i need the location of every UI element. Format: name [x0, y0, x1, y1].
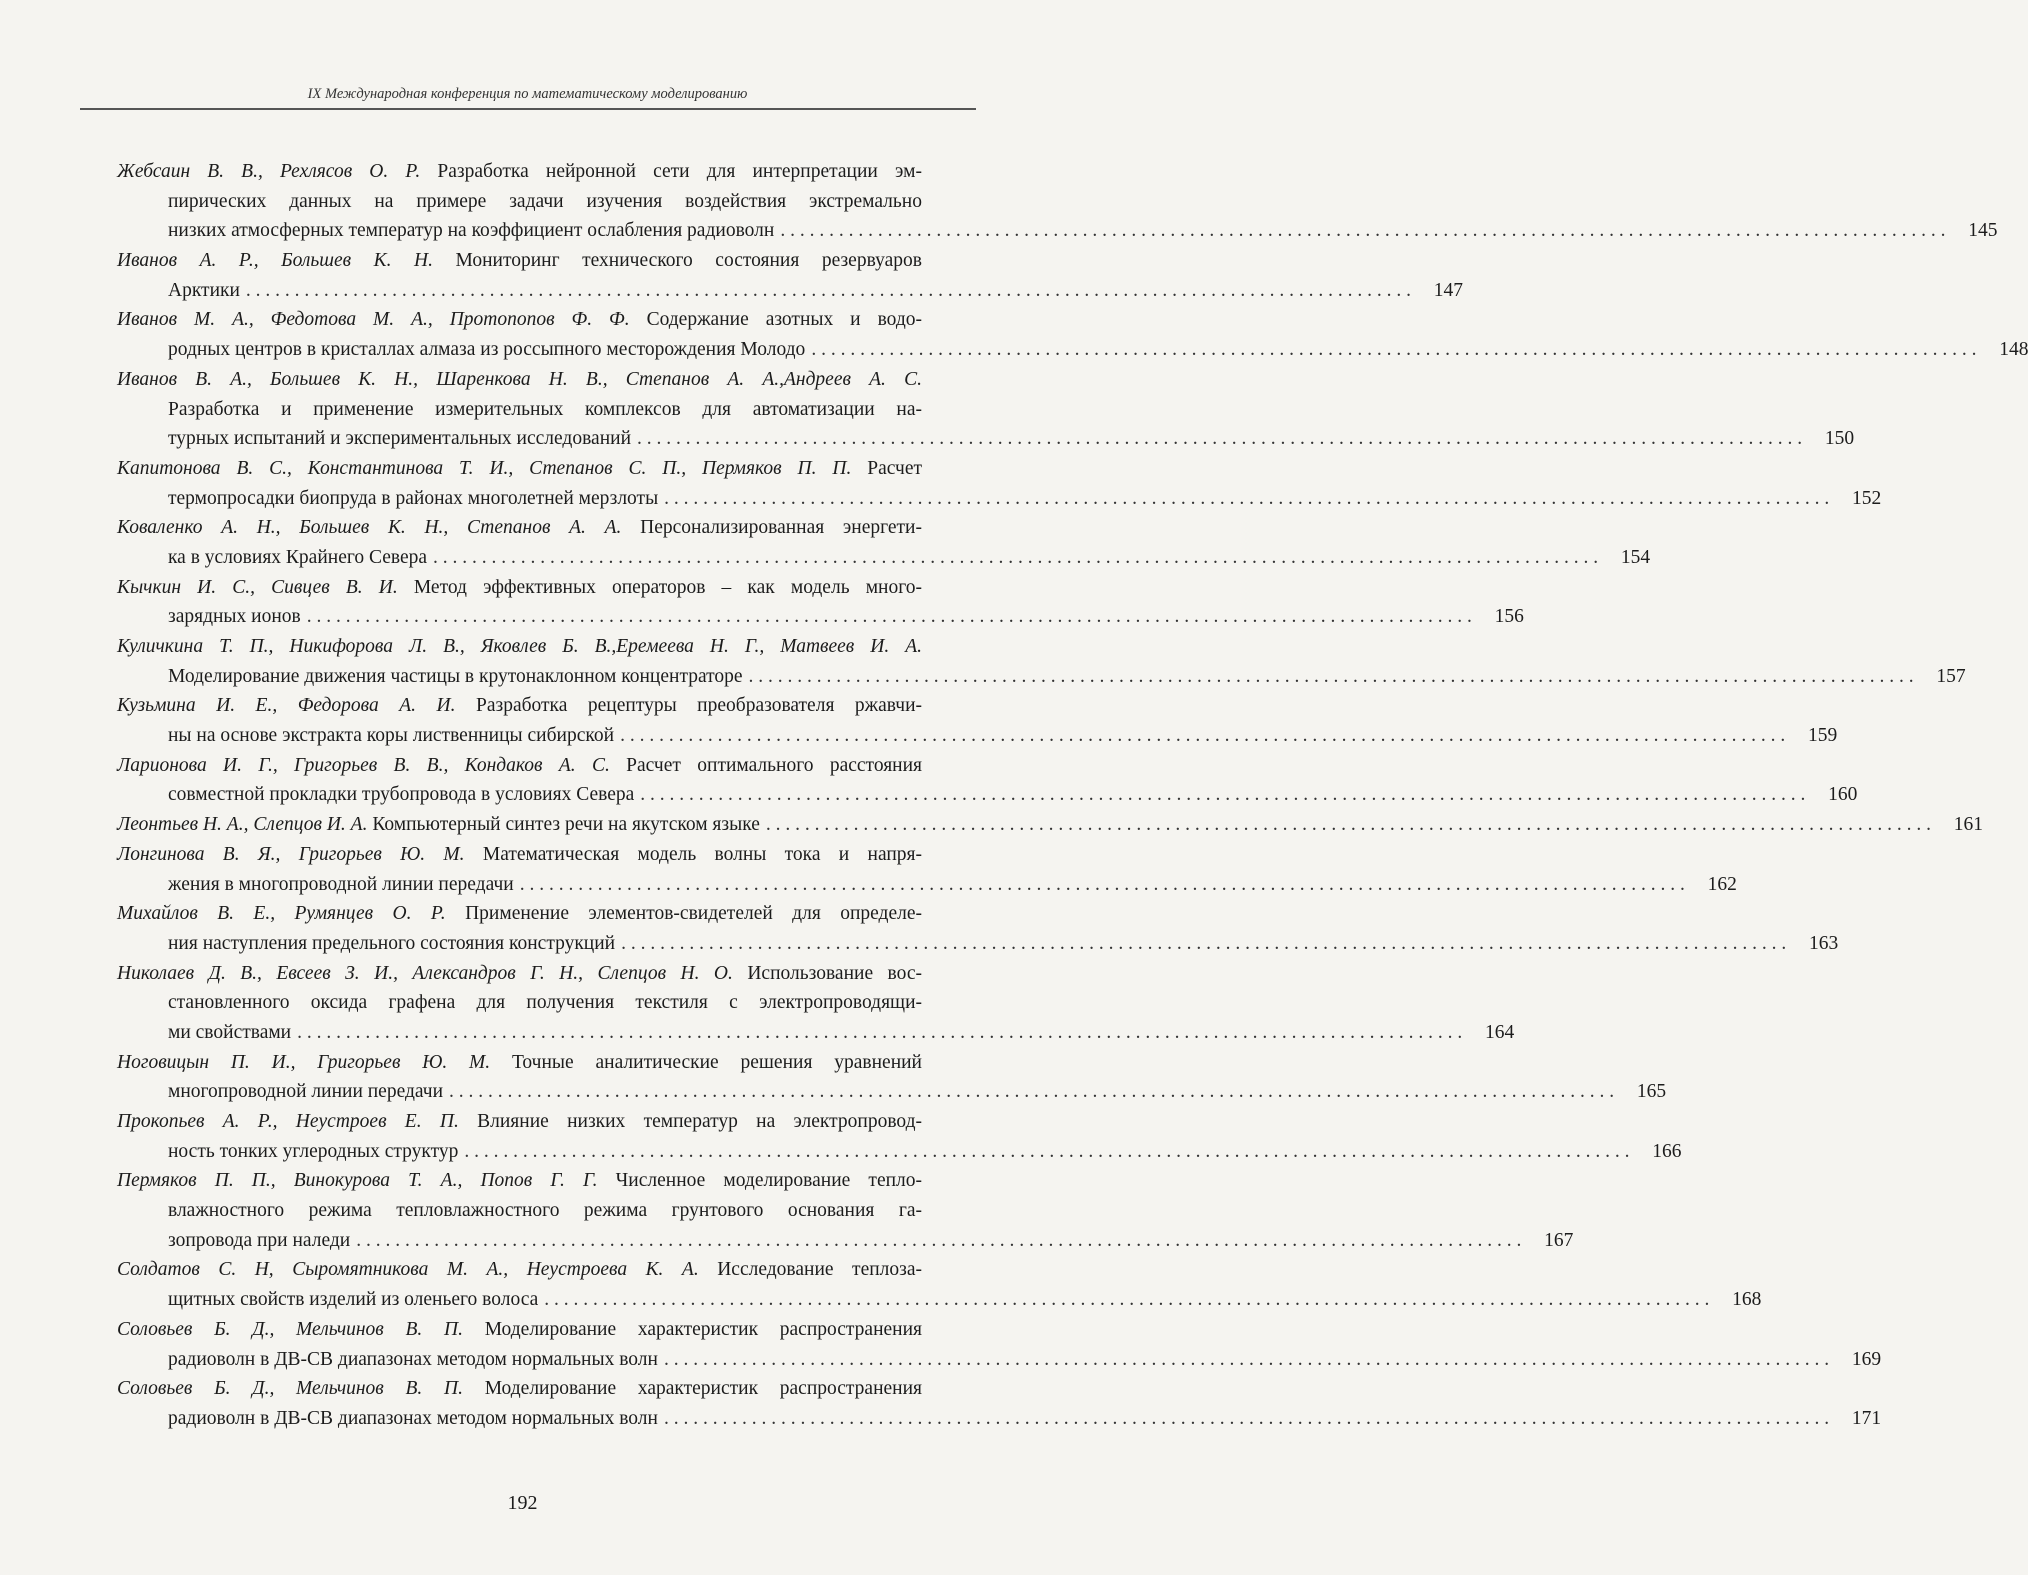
- toc-entry-line: [117, 424, 1855, 454]
- toc-entry-authors: Иванов В. А., Большев К. Н., Шаренкова Н. В., Степанов А. А.,Андреев А. С.: [117, 368, 922, 390]
- toc-entry: [117, 305, 2028, 364]
- toc-entry-title: жения в многопроводной линии передачи: [168, 873, 514, 895]
- toc-entry-line: [117, 305, 922, 335]
- toc-entry-line: [117, 335, 2028, 365]
- toc-entry-text: [117, 903, 922, 924]
- toc-entry-text: [117, 636, 922, 657]
- toc-entry-text: [168, 1226, 350, 1256]
- dot-leader: . . . . . . . . . . . . . . . . . . . . . . . . . . . . . . . . . . . . . . . . . . . . . . . . . . . . . . . . . . . . . . . . . . . . . . . . . . . . . . . . . . . . . . . . . . . . . . . . . . . . . . . . . . . . . . . . . . . . . . . .: [544, 1289, 1710, 1311]
- toc-entry: [117, 454, 1882, 513]
- toc-entry: [117, 1255, 1762, 1314]
- toc-entry-page[interactable]: 154: [1620, 546, 1651, 568]
- dot-leader: . . . . . . . . . . . . . . . . . . . . . . . . . . . . . . . . . . . . . . . . . . . . . . . . . . . . . . . . . . . . . . . . . . . . . . . . . . . . . . . . . . . . . . . . . . . . . . . . . . . . . . . . . . . . . . . . . . . . . . . .: [519, 873, 1685, 895]
- toc-entry-text: [117, 695, 922, 716]
- toc-entry-text: [117, 755, 922, 776]
- toc-entry-line: [117, 632, 922, 662]
- toc-entry-title: Расчет: [867, 457, 922, 479]
- toc-entry-authors: Михайлов В. Е., Румянцев О. Р.: [117, 903, 446, 925]
- toc-entry-authors: Леонтьев Н. А., Слепцов И. А.: [117, 814, 368, 836]
- toc-entry-title: становленного оксида графена для получения текстиля с электропроводящи-: [168, 992, 922, 1014]
- toc-entry-title: Арктики: [168, 279, 240, 301]
- toc-entry-authors: Ларионова И. Г., Григорьев В. В., Кондаков А. С.: [117, 754, 610, 776]
- toc-entry-text: [117, 1111, 922, 1132]
- toc-entry-text: [168, 1200, 922, 1221]
- toc-entry-line: [117, 1196, 922, 1226]
- toc-entry-line: [117, 1166, 922, 1196]
- toc-entry-title: Моделирование движения частицы в крутонаклонном концентраторе: [168, 665, 743, 687]
- toc-entry-page[interactable]: 159: [1807, 725, 1838, 747]
- toc-entry: [117, 691, 1838, 750]
- toc-entry-authors: Капитонова В. С., Константинова Т. И., Степанов С. П., Пермяков П. П.: [117, 457, 852, 479]
- toc-entry-text: [117, 309, 922, 330]
- toc-entry-page[interactable]: 164: [1485, 1021, 1515, 1043]
- toc-entry-text: [168, 1137, 458, 1167]
- toc-entry-text: [168, 1077, 443, 1107]
- toc-entry-line: [117, 543, 1651, 573]
- toc-entry-text: [168, 929, 615, 959]
- toc-entry-line: [117, 573, 922, 603]
- toc-entry: [117, 899, 1839, 958]
- toc-entry-text: [168, 484, 658, 514]
- toc-entry-line: [117, 1315, 922, 1345]
- toc-entry-line: [117, 959, 922, 989]
- toc-entry: [117, 751, 1858, 810]
- toc-entry-line: [117, 395, 922, 425]
- page-number: 192: [507, 1492, 538, 1514]
- toc-entry-text: [168, 399, 922, 420]
- dot-leader: . . . . . . . . . . . . . . . . . . . . . . . . . . . . . . . . . . . . . . . . . . . . . . . . . . . . . . . . . . . . . . . . . . . . . . . . . . . . . . . . . . . . . . . . . . . . . . . . . . . . . . . . . . . . . . . . . . . . . . . .: [245, 279, 1412, 301]
- toc-entry-title: радиоволн в ДВ-СВ диапазонах методом нормальных волн: [168, 1348, 658, 1370]
- toc-entry-authors: Лонгинова В. Я., Григорьев Ю. М.: [117, 843, 465, 865]
- toc-entry: [117, 810, 1983, 840]
- toc-entry-line: [117, 276, 1464, 306]
- toc-entry-title: Мониторинг технического состояния резервуаров: [455, 250, 922, 272]
- toc-entry-line: [117, 691, 922, 721]
- dot-leader: . . . . . . . . . . . . . . . . . . . . . . . . . . . . . . . . . . . . . . . . . . . . . . . . . . . . . . . . . . . . . . . . . . . . . . . . . . . . . . . . . . . . . . . . . . . . . . . . . . . . . . . . . . . . . . . . . . . . . . . .: [621, 932, 1787, 954]
- toc-entry-text: [117, 1259, 922, 1280]
- toc-entry-text: [117, 1052, 922, 1073]
- toc-entry-text: [117, 577, 922, 598]
- toc-entry-text: [168, 276, 240, 306]
- toc-entry-title: Исследование теплоза-: [717, 1259, 922, 1281]
- dot-leader: . . . . . . . . . . . . . . . . . . . . . . . . . . . . . . . . . . . . . . . . . . . . . . . . . . . . . . . . . . . . . . . . . . . . . . . . . . . . . . . . . . . . . . . . . . . . . . . . . . . . . . . . . . . . . . . . . . . . . . . .: [356, 1229, 1522, 1251]
- toc-entry-title: Персонализированная энергети-: [640, 517, 922, 539]
- dot-leader: . . . . . . . . . . . . . . . . . . . . . . . . . . . . . . . . . . . . . . . . . . . . . . . . . . . . . . . . . . . . . . . . . . . . . . . . . . . . . . . . . . . . . . . . . . . . . . . . . . . . . . . . . . . . . . . . . . . . . . . .: [780, 220, 1946, 242]
- toc-entry-authors: Ноговицын П. И., Григорьев Ю. М.: [117, 1051, 491, 1073]
- toc-entry-text: [117, 250, 922, 271]
- toc-entry-authors: Иванов М. А., Федотова М. А., Протопопов Ф. Ф.: [117, 309, 630, 331]
- toc-entry-page[interactable]: 156: [1494, 606, 1524, 628]
- toc-entry-authors: Соловьев Б. Д., Мельчинов В. П.: [117, 1378, 463, 1400]
- toc-entry-text: [117, 810, 760, 840]
- toc-entry-title: Использование вос-: [747, 962, 923, 984]
- toc-entry: [117, 1374, 1882, 1433]
- toc-entry-authors: Иванов А. Р., Большев К. Н.: [117, 250, 433, 272]
- toc-entry: [117, 1107, 1682, 1166]
- toc-entry-title: Расчет оптимального расстояния: [626, 754, 923, 776]
- toc-entry-text: [117, 369, 922, 390]
- toc-entry-authors: Соловьев Б. Д., Мельчинов В. П.: [117, 1318, 463, 1340]
- dot-leader: . . . . . . . . . . . . . . . . . . . . . . . . . . . . . . . . . . . . . . . . . . . . . . . . . . . . . . . . . . . . . . . . . . . . . . . . . . . . . . . . . . . . . . . . . . . . . . . . . . . . . . . . . . . . . . . . . . . . . . . .: [663, 1348, 1830, 1370]
- running-head: IX Международная конференция по математическому моделированию: [307, 86, 748, 102]
- toc-entry-line: [117, 1077, 1667, 1107]
- toc-entry-text: [117, 963, 922, 984]
- toc-entry-page[interactable]: 162: [1707, 873, 1737, 895]
- toc-entry-title: Компьютерный синтез речи на якутском языке: [372, 814, 760, 836]
- toc-entry-title: совместной прокладки трубопровода в условиях Севера: [168, 784, 635, 806]
- toc-entry-line: [117, 929, 1839, 959]
- toc-entry-page[interactable]: 163: [1808, 932, 1839, 954]
- toc-entry: [117, 959, 1515, 1048]
- toc-entry-line: [117, 246, 922, 276]
- toc-entry-page[interactable]: 167: [1544, 1229, 1574, 1251]
- dot-leader: . . . . . . . . . . . . . . . . . . . . . . . . . . . . . . . . . . . . . . . . . . . . . . . . . . . . . . . . . . . . . . . . . . . . . . . . . . . . . . . . . . . . . . . . . . . . . . . . . . . . . . . . . . . . . . . . . . . . . . . .: [637, 428, 1803, 450]
- dot-leader: . . . . . . . . . . . . . . . . . . . . . . . . . . . . . . . . . . . . . . . . . . . . . . . . . . . . . . . . . . . . . . . . . . . . . . . . . . . . . . . . . . . . . . . . . . . . . . . . . . . . . . . . . . . . . . . . . . . . . . . .: [464, 1140, 1630, 1162]
- toc-entry-title: ка в условиях Крайнего Севера: [168, 546, 428, 568]
- toc-entry-text: [168, 1404, 658, 1434]
- toc-entry-text: [168, 424, 631, 454]
- toc-entry-text: [117, 458, 922, 479]
- toc-entry-text: [117, 1170, 922, 1191]
- toc-entry: [117, 513, 1651, 572]
- toc-entry-line: [117, 840, 922, 870]
- toc-entry-text: [168, 543, 427, 573]
- toc-entry-line: [117, 513, 922, 543]
- toc-entry-text: [168, 662, 743, 692]
- toc-entry-title: ния наступления предельного состояния конструкций: [168, 932, 616, 954]
- dot-leader: . . . . . . . . . . . . . . . . . . . . . . . . . . . . . . . . . . . . . . . . . . . . . . . . . . . . . . . . . . . . . . . . . . . . . . . . . . . . . . . . . . . . . . . . . . . . . . . . . . . . . . . . . . . . . . . . . . . . . . . .: [664, 487, 1830, 509]
- toc-entry-text: [168, 1018, 291, 1048]
- toc-entry-line: [117, 1374, 922, 1404]
- toc-entry-title: Моделирование характеристик распространения: [484, 1318, 923, 1340]
- toc-entry-page[interactable]: 171: [1851, 1407, 1882, 1429]
- toc-entry-text: [168, 335, 805, 365]
- toc-entry: [117, 246, 1464, 305]
- toc-entry-page[interactable]: 150: [1824, 428, 1855, 450]
- header-rule: [80, 108, 976, 110]
- toc-entry-title: Разработка нейронной сети для интерпретации эм-: [437, 161, 923, 182]
- toc-entry-title: Содержание азотных и водо-: [646, 309, 923, 331]
- toc-entry-text: [168, 870, 514, 900]
- toc-entry-line: [117, 1285, 1762, 1315]
- toc-entry-title: Влияние низких температур на электропровод-: [477, 1111, 922, 1132]
- dot-leader: . . . . . . . . . . . . . . . . . . . . . . . . . . . . . . . . . . . . . . . . . . . . . . . . . . . . . . . . . . . . . . . . . . . . . . . . . . . . . . . . . . . . . . . . . . . . . . . . . . . . . . . . . . . . . . . . . . . . . . . .: [811, 339, 1977, 361]
- toc-entry: [117, 632, 1966, 691]
- dot-leader: . . . . . . . . . . . . . . . . . . . . . . . . . . . . . . . . . . . . . . . . . . . . . . . . . . . . . . . . . . . . . . . . . . . . . . . . . . . . . . . . . . . . . . . . . . . . . . . . . . . . . . . . . . . . . . . . . . . . . . . .: [433, 546, 1599, 568]
- toc-entry-line: [117, 602, 1524, 632]
- toc-entry-text: [117, 161, 922, 182]
- toc-entry-title: радиоволн в ДВ-СВ диапазонах методом нормальных волн: [168, 1407, 658, 1429]
- toc-entry-title: турных испытаний и экспериментальных исследований: [168, 428, 632, 450]
- toc-entry-line: [117, 1404, 1882, 1434]
- toc-entry-line: [117, 780, 1858, 810]
- toc-entry-line: [117, 1226, 1574, 1256]
- toc-entry-line: [117, 810, 1983, 840]
- toc-entry-line: [117, 751, 922, 781]
- toc-entry-text: [168, 992, 922, 1013]
- toc-entry-title: низких атмосферных температур на коэффициент ослабления радиоволн: [168, 220, 775, 242]
- toc-entry-page[interactable]: 160: [1828, 784, 1858, 806]
- dot-leader: . . . . . . . . . . . . . . . . . . . . . . . . . . . . . . . . . . . . . . . . . . . . . . . . . . . . . . . . . . . . . . . . . . . . . . . . . . . . . . . . . . . . . . . . . . . . . . . . . . . . . . . . . . . . . . . . . . . . . . . .: [297, 1021, 1463, 1043]
- toc-entry-page[interactable]: 166: [1652, 1140, 1682, 1162]
- table-of-contents: [117, 157, 2028, 1434]
- toc-entry-page[interactable]: 152: [1852, 487, 1882, 509]
- toc-entry-line: [117, 484, 1882, 514]
- dot-leader: . . . . . . . . . . . . . . . . . . . . . . . . . . . . . . . . . . . . . . . . . . . . . . . . . . . . . . . . . . . . . . . . . . . . . . . . . . . . . . . . . . . . . . . . . . . . . . . . . . . . . . . . . . . . . . . . . . . . . . . .: [449, 1081, 1615, 1103]
- toc-entry-line: [117, 721, 1838, 751]
- toc-entry-line: [117, 187, 922, 217]
- toc-entry-title: зарядных ионов: [168, 606, 301, 628]
- toc-entry-page[interactable]: 161: [1953, 814, 1983, 836]
- toc-entry-title: Метод эффективных операторов – как модель много-: [413, 576, 923, 598]
- toc-entry-text: [168, 1285, 538, 1315]
- toc-entry-title: зопровода при наледи: [168, 1229, 351, 1251]
- toc-entry: [117, 840, 1737, 899]
- toc-entry-authors: Солдатов С. Н, Сыромятникова М. А., Неустроева К. А.: [117, 1259, 699, 1281]
- toc-entry-page[interactable]: 165: [1636, 1081, 1667, 1103]
- toc-entry-page[interactable]: 157: [1936, 665, 1966, 687]
- toc-entry-title: Математическая модель волны тока и напря-: [482, 843, 923, 865]
- toc-entry-line: [117, 1255, 922, 1285]
- toc-entry-page[interactable]: 147: [1433, 279, 1464, 301]
- toc-entry-text: [117, 1319, 922, 1340]
- dot-leader: . . . . . . . . . . . . . . . . . . . . . . . . . . . . . . . . . . . . . . . . . . . . . . . . . . . . . . . . . . . . . . . . . . . . . . . . . . . . . . . . . . . . . . . . . . . . . . . . . . . . . . . . . . . . . . . . . . . . . . . .: [765, 814, 1931, 836]
- toc-entry-title: термопросадки биопруда в районах многолетней мерзлоты: [168, 487, 659, 509]
- toc-entry-authors: Кычкин И. С., Сивцев В. И.: [117, 576, 398, 598]
- toc-entry-title: влажностного режима тепловлажностного режима грунтового основания га-: [168, 1200, 922, 1222]
- toc-entry-line: [117, 216, 1998, 246]
- toc-entry-authors: Коваленко А. Н., Большев К. Н., Степанов А. А.: [117, 517, 622, 539]
- toc-entry-title: ность тонких углеродных структур: [168, 1140, 459, 1162]
- toc-entry-text: [168, 721, 614, 751]
- toc-entry-page[interactable]: 168: [1732, 1289, 1762, 1311]
- dot-leader: . . . . . . . . . . . . . . . . . . . . . . . . . . . . . . . . . . . . . . . . . . . . . . . . . . . . . . . . . . . . . . . . . . . . . . . . . . . . . . . . . . . . . . . . . . . . . . . . . . . . . . . . . . . . . . . . . . . . . . . .: [640, 784, 1806, 806]
- toc-entry-text: [168, 602, 301, 632]
- toc-entry: [117, 1315, 1882, 1374]
- toc-entry-text: [117, 1378, 922, 1399]
- toc-entry-text: [168, 1345, 658, 1375]
- toc-entry: [117, 157, 1998, 246]
- toc-entry-line: [117, 662, 1966, 692]
- toc-entry-title: Разработка и применение измерительных комплексов для автоматизации на-: [168, 398, 922, 420]
- toc-entry-text: [168, 780, 634, 810]
- toc-entry-title: Моделирование характеристик распространения: [484, 1378, 923, 1400]
- toc-entry: [117, 365, 1855, 454]
- toc-entry-line: [117, 899, 922, 929]
- toc-entry: [117, 1166, 1574, 1255]
- toc-entry-line: [117, 1345, 1882, 1375]
- toc-entry-line: [117, 1107, 922, 1137]
- toc-entry-text: [117, 844, 922, 865]
- toc-entry-line: [117, 157, 922, 187]
- toc-entry-line: [117, 1048, 922, 1078]
- dot-leader: . . . . . . . . . . . . . . . . . . . . . . . . . . . . . . . . . . . . . . . . . . . . . . . . . . . . . . . . . . . . . . . . . . . . . . . . . . . . . . . . . . . . . . . . . . . . . . . . . . . . . . . . . . . . . . . . . . . . . . . .: [620, 725, 1786, 747]
- toc-entry: [117, 1048, 1667, 1107]
- toc-entry-line: [117, 1018, 1515, 1048]
- toc-entry-page[interactable]: 148: [1999, 339, 2028, 361]
- toc-entry-title: Точные аналитические решения уравнений: [511, 1051, 922, 1073]
- toc-entry-title: ны на основе экстракта коры лиственницы сибирской: [168, 725, 615, 747]
- toc-entry-authors: Николаев Д. В., Евсеев З. И., Александров Г. Н., Слепцов Н. О.: [117, 962, 733, 984]
- toc-entry-title: Разработка рецептуры преобразователя ржавчи-: [476, 695, 922, 717]
- toc-entry-authors: Пермяков П. П., Винокурова Т. А., Попов Г. Г.: [117, 1170, 598, 1192]
- toc-entry-text: [117, 517, 922, 538]
- dot-leader: . . . . . . . . . . . . . . . . . . . . . . . . . . . . . . . . . . . . . . . . . . . . . . . . . . . . . . . . . . . . . . . . . . . . . . . . . . . . . . . . . . . . . . . . . . . . . . . . . . . . . . . . . . . . . . . . . . . . . . . .: [306, 606, 1472, 628]
- toc-entry-title: многопроводной линии передачи: [168, 1081, 444, 1103]
- toc-entry: [117, 573, 1524, 632]
- toc-entry-title: пирических данных на примере задачи изучения воздействия экстремально: [168, 190, 922, 212]
- toc-entry-title: щитных свойств изделий из оленьего волоса: [168, 1289, 539, 1311]
- toc-entry-authors: Куличкина Т. П., Никифорова Л. В., Яковлев Б. В.,Еремеева Н. Г., Матвеев И. А.: [117, 636, 922, 657]
- toc-entry-line: [117, 870, 1737, 900]
- toc-entry-text: [168, 216, 774, 246]
- toc-entry-line: [117, 454, 922, 484]
- toc-entry-line: [117, 365, 922, 395]
- dot-leader: . . . . . . . . . . . . . . . . . . . . . . . . . . . . . . . . . . . . . . . . . . . . . . . . . . . . . . . . . . . . . . . . . . . . . . . . . . . . . . . . . . . . . . . . . . . . . . . . . . . . . . . . . . . . . . . . . . . . . . . .: [663, 1407, 1830, 1429]
- toc-entry-page[interactable]: 169: [1851, 1348, 1882, 1370]
- toc-entry-text: [168, 191, 922, 212]
- toc-entry-title: ми свойствами: [168, 1021, 292, 1043]
- toc-entry-authors: Жебсаин В. В., Рехлясов О. Р.: [117, 161, 421, 182]
- toc-entry-page[interactable]: 145: [1968, 220, 1998, 242]
- toc-entry-title: родных центров в кристаллах алмаза из россыпного месторождения Молодо: [168, 339, 806, 361]
- toc-entry-title: Применение элементов-свидетелей для определе-: [465, 903, 922, 925]
- toc-entry-authors: Кузьмина И. Е., Федорова А. И.: [117, 695, 456, 717]
- toc-entry-line: [117, 1137, 1682, 1167]
- toc-entry-authors: Прокопьев А. Р., Неустроев Е. П.: [117, 1111, 459, 1132]
- toc-entry-line: [117, 988, 922, 1018]
- dot-leader: . . . . . . . . . . . . . . . . . . . . . . . . . . . . . . . . . . . . . . . . . . . . . . . . . . . . . . . . . . . . . . . . . . . . . . . . . . . . . . . . . . . . . . . . . . . . . . . . . . . . . . . . . . . . . . . . . . . . . . . .: [748, 665, 1914, 687]
- toc-entry-title: Численное моделирование тепло-: [615, 1170, 923, 1192]
